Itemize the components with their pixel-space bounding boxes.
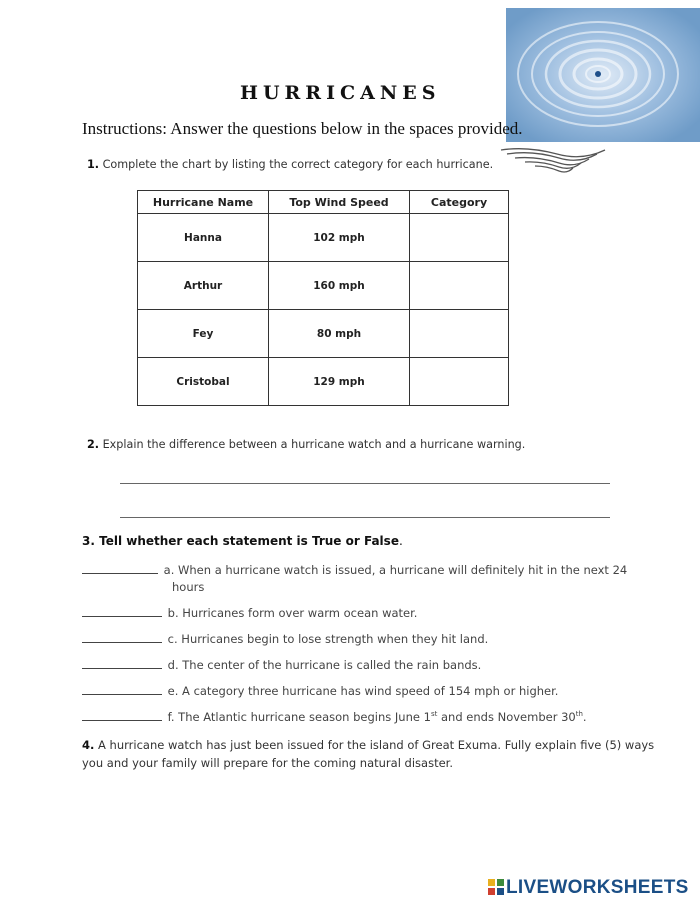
answer-blank[interactable]: [82, 632, 162, 643]
statement-text: a. When a hurricane watch is issued, a hurricane will definitely hit in the next 24: [163, 563, 628, 577]
question-number: 2.: [87, 438, 100, 451]
table-row: [138, 358, 509, 406]
hurricane-name-cell: Cristobal: [138, 358, 269, 406]
statement-b: [82, 606, 417, 620]
question-text: Tell whether each statement is True or False: [99, 534, 399, 548]
question-4-continued: you and your family will prepare for the coming natural disaster.: [82, 756, 453, 770]
column-header-name: Hurricane Name: [138, 191, 269, 214]
instructions-text: Instructions: Answer the questions below in the spaces provided.: [82, 119, 523, 138]
question-text: Complete the chart by listing the correct category for each hurricane.: [102, 158, 494, 171]
answer-blank[interactable]: [82, 606, 162, 617]
column-header-category: Category: [410, 191, 509, 214]
statement-a-continued: hours: [172, 580, 205, 594]
hurricane-swirl-icon: [497, 144, 612, 180]
hurricane-name-cell: Arthur: [138, 262, 269, 310]
question-text: Explain the difference between a hurricane watch and a hurricane warning.: [102, 438, 526, 451]
table-header-row: [138, 191, 509, 214]
table-row: [138, 214, 509, 262]
statement-text: c. Hurricanes begin to lose strength when they hit land.: [167, 632, 489, 646]
hurricane-name-cell: Fey: [138, 310, 269, 358]
category-input-cell[interactable]: [410, 262, 509, 310]
statement-a: [82, 563, 627, 577]
answer-blank[interactable]: [82, 658, 162, 669]
wind-speed-cell: 160 mph: [269, 262, 410, 310]
statement-text: b. Hurricanes form over warm ocean water.: [167, 606, 418, 620]
hurricane-chart: [137, 190, 509, 406]
wind-speed-cell: 129 mph: [269, 358, 410, 406]
category-input-cell[interactable]: [410, 358, 509, 406]
answer-blank[interactable]: [82, 710, 162, 721]
question-4: [82, 738, 654, 752]
statement-text: d. The center of the hurricane is called the rain bands.: [167, 658, 482, 672]
liveworksheets-logo-icon: [488, 879, 504, 895]
table-row: [138, 262, 509, 310]
statement-e: [82, 684, 558, 698]
question-number: 4.: [82, 738, 95, 752]
question-3-heading: 3. Tell whether each statement is True or False.: [82, 534, 403, 548]
question-text: A hurricane watch has just been issued for the island of Great Exuma. Fully explain five (5) ways: [98, 738, 655, 752]
answer-line-1[interactable]: [120, 483, 610, 484]
answer-blank[interactable]: [82, 563, 158, 574]
statement-d: [82, 658, 481, 672]
wind-speed-cell: 80 mph: [269, 310, 410, 358]
answer-blank[interactable]: [82, 684, 162, 695]
category-input-cell[interactable]: [410, 214, 509, 262]
statement-text: e. A category three hurricane has wind speed of 154 mph or higher.: [167, 684, 559, 698]
statement-c: [82, 632, 488, 646]
wind-speed-cell: 102 mph: [269, 214, 410, 262]
question-2: [87, 438, 525, 451]
question-number: 3.: [82, 534, 95, 548]
question-number: 1.: [87, 158, 100, 171]
page-title: HURRICANES: [240, 82, 441, 104]
liveworksheets-logo: [488, 877, 689, 899]
answer-line-2[interactable]: [120, 517, 610, 518]
logo-text: LIVEWORKSHEETS: [506, 877, 689, 898]
question-1: [87, 158, 493, 171]
category-input-cell[interactable]: [410, 310, 509, 358]
column-header-wind-speed: Top Wind Speed: [269, 191, 410, 214]
hurricane-satellite-image: [506, 8, 700, 142]
statement-text: f. The Atlantic hurricane season begins June 1st and ends November 30th.: [167, 710, 587, 724]
hurricane-name-cell: Hanna: [138, 214, 269, 262]
statement-f: [82, 710, 587, 724]
table-row: [138, 310, 509, 358]
